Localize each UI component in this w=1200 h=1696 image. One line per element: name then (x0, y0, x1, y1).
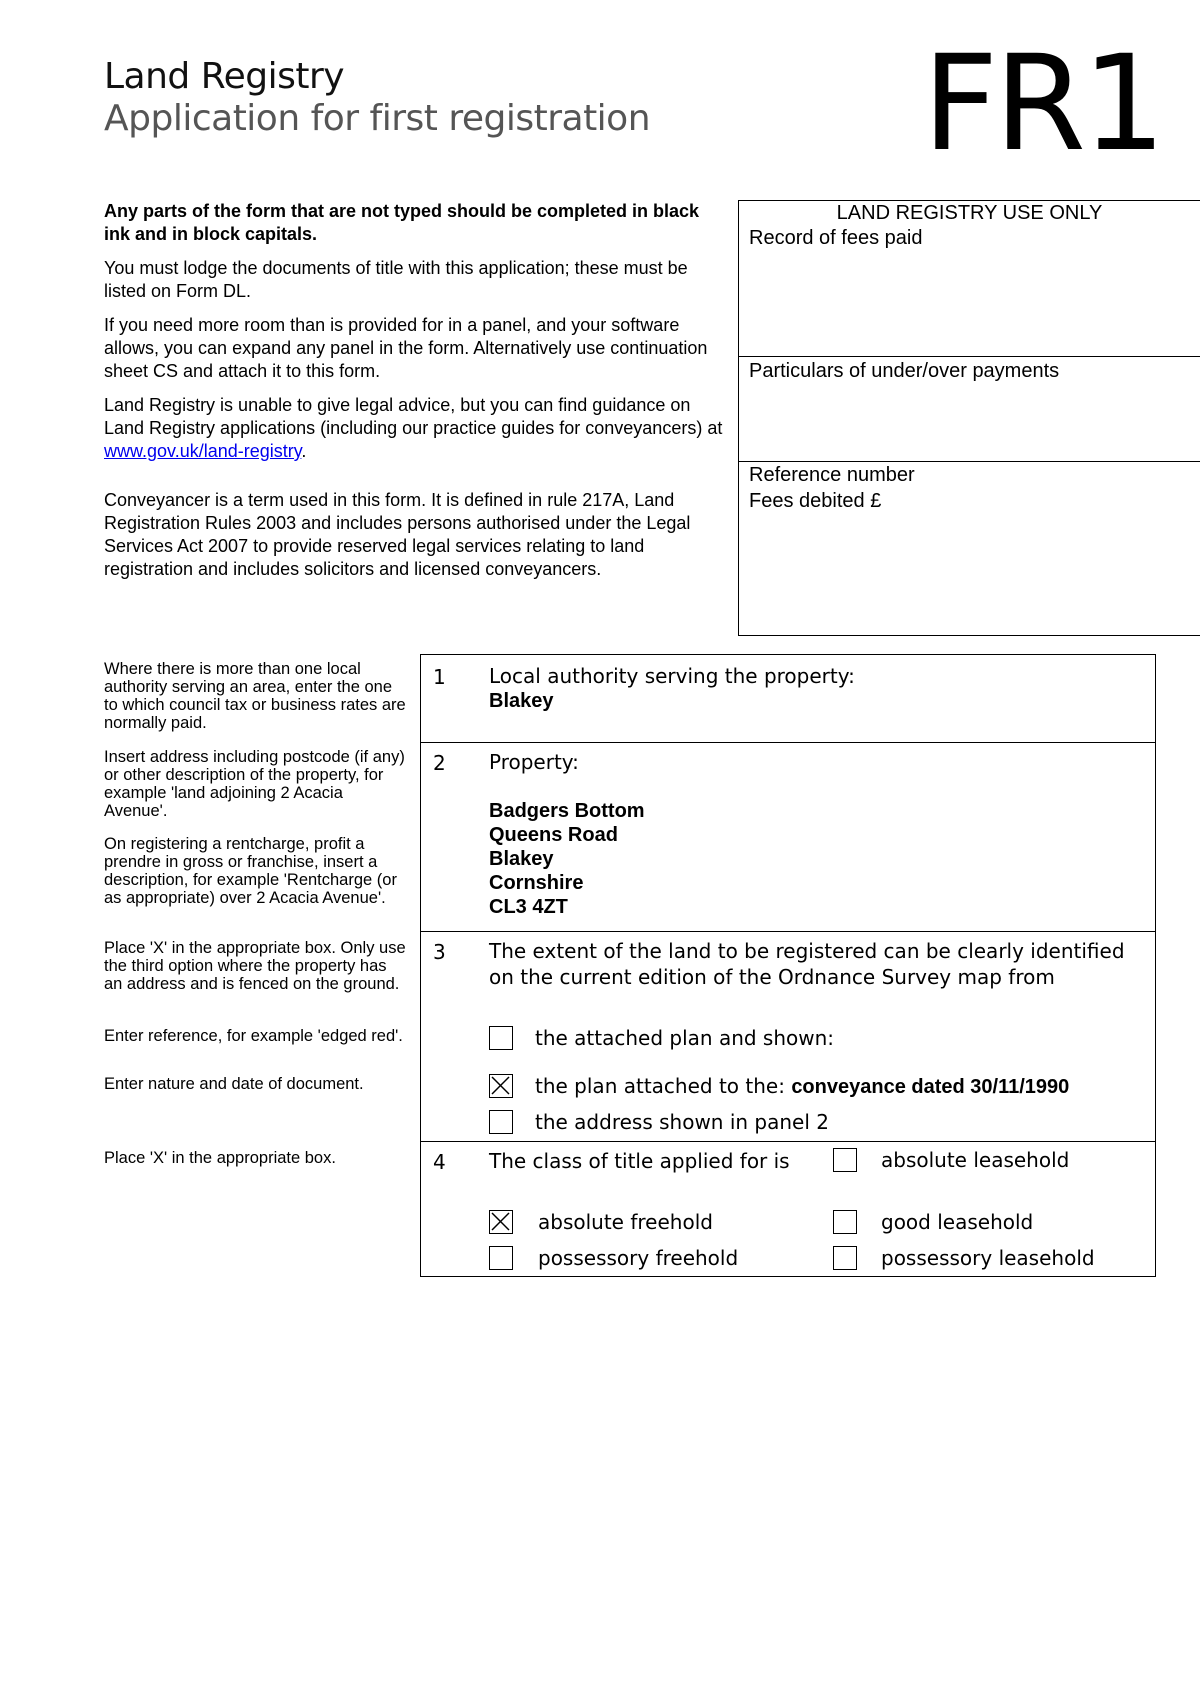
panel-4-number: 4 (433, 1150, 446, 1174)
panel-2-number: 2 (433, 751, 446, 775)
reference-section (739, 459, 1200, 638)
guidance-panel-4: Place 'X' in the appropriate box. (104, 1149, 336, 1167)
fees-paid-section (739, 201, 1200, 357)
panel-3-label: The extent of the land to be registered can be clearly identified on the current edition of the Ordnance Survey map from (489, 939, 1125, 989)
plan-attached-to-text: the plan attached to the: (535, 1074, 785, 1098)
attached-plan-label: the attached plan and shown: (535, 1026, 835, 1050)
possessory-freehold-checkbox[interactable] (489, 1246, 513, 1270)
panel-2-label: Property: (489, 750, 579, 774)
panel-2 (421, 743, 1155, 932)
possessory-leasehold-checkbox[interactable] (833, 1246, 857, 1270)
absolute-leasehold-checkbox[interactable] (833, 1148, 857, 1172)
guidance-panel-3: Place 'X' in the appropriate box. Only use the third option where the property has an address and is fenced on the ground. (104, 939, 406, 993)
intro-text (104, 200, 729, 592)
guidance-document: Enter nature and date of document. (104, 1075, 364, 1093)
form-code: FR1 (922, 27, 1162, 181)
guidance-rentcharge: On registering a rentcharge, profit a prendre in gross or franchise, insert a description, for example 'Rentcharge (or as appropriate) over 2 Acacia Avenue'. (104, 835, 397, 907)
attached-plan-checkbox[interactable] (489, 1026, 513, 1050)
local-authority-field[interactable]: Blakey (489, 690, 554, 712)
absolute-leasehold-label: absolute leasehold (881, 1148, 1070, 1172)
under-over-label: Particulars of under/over payments (749, 360, 1060, 382)
reference-label: Reference number (749, 464, 915, 486)
fees-paid-label: Record of fees paid (749, 227, 923, 249)
under-over-section (739, 356, 1200, 462)
address-line: CL3 4ZT (489, 896, 568, 918)
address-line: Queens Road (489, 824, 618, 846)
documents-of-title-note: You must lodge the documents of title with this application; these must be listed on Form DL. (104, 258, 688, 301)
property-address-field[interactable] (489, 799, 645, 919)
possessory-leasehold-label: possessory leasehold (881, 1246, 1095, 1270)
legal-advice-note (104, 394, 729, 463)
guidance-panel-2: Insert address including postcode (if any) or other description of the property, for example 'land adjoining 2 Acacia Avenue'. (104, 748, 405, 820)
absolute-freehold-label: absolute freehold (538, 1210, 713, 1234)
form-panels (420, 654, 1156, 1277)
plan-document-field[interactable]: conveyance dated 30/11/1990 (791, 1076, 1070, 1098)
panel-1-label: Local authority serving the property: (489, 664, 855, 688)
legal-advice-end: . (301, 441, 307, 461)
block-capitals-notice: Any parts of the form that are not typed should be completed in black ink and in block capitals. (104, 201, 700, 244)
fees-debited-label: Fees debited £ (749, 490, 882, 512)
panel-1 (421, 655, 1155, 743)
office-use-box (738, 200, 1200, 636)
address-line: Badgers Bottom (489, 800, 645, 822)
guidance-panel-1: Where there is more than one local authority serving an area, enter the one to which council tax or business rates are normally paid. (104, 660, 406, 732)
panel-4-label: The class of title applied for is (489, 1149, 790, 1173)
checked-x-icon (490, 1075, 511, 1096)
possessory-freehold-label: possessory freehold (538, 1246, 739, 1270)
address-panel-2-label: the address shown in panel 2 (535, 1110, 829, 1134)
panel-1-number: 1 (433, 665, 446, 689)
form-title: Application for first registration (104, 98, 651, 139)
plan-attached-to-label (535, 1074, 1069, 1099)
org-name: Land Registry (104, 56, 345, 97)
legal-advice-text: Land Registry is unable to give legal advice, but you can find guidance on Land Registry applications (including our practice guides for conveyancers) at (104, 395, 723, 438)
land-registry-link[interactable]: www.gov.uk/land-registry (104, 441, 302, 461)
address-line: Cornshire (489, 872, 584, 894)
good-leasehold-label: good leasehold (881, 1210, 1034, 1234)
address-line: Blakey (489, 848, 554, 870)
panel-3 (421, 932, 1155, 1142)
checked-x-icon (490, 1211, 511, 1232)
office-use-heading: LAND REGISTRY USE ONLY (836, 202, 1103, 224)
address-panel-2-checkbox[interactable] (489, 1110, 513, 1134)
absolute-freehold-checkbox[interactable] (489, 1210, 513, 1234)
conveyancer-definition: Conveyancer is a term used in this form. It is defined in rule 217A, Land Registration Rules 2003 and includes persons authorised under the Legal Services Act 2007 to provide reserved legal services relating to land registration and includes solicitors and licensed conveyancers. (104, 490, 691, 579)
panel-3-number: 3 (433, 940, 446, 964)
good-leasehold-checkbox[interactable] (833, 1210, 857, 1234)
plan-attached-to-checkbox[interactable] (489, 1074, 513, 1098)
expand-panel-note: If you need more room than is provided for in a panel, and your software allows, you can expand any panel in the form. Alternatively use continuation sheet CS and attach it to this form. (104, 315, 708, 381)
panel-4 (421, 1142, 1155, 1276)
guidance-reference: Enter reference, for example 'edged red'. (104, 1027, 403, 1045)
